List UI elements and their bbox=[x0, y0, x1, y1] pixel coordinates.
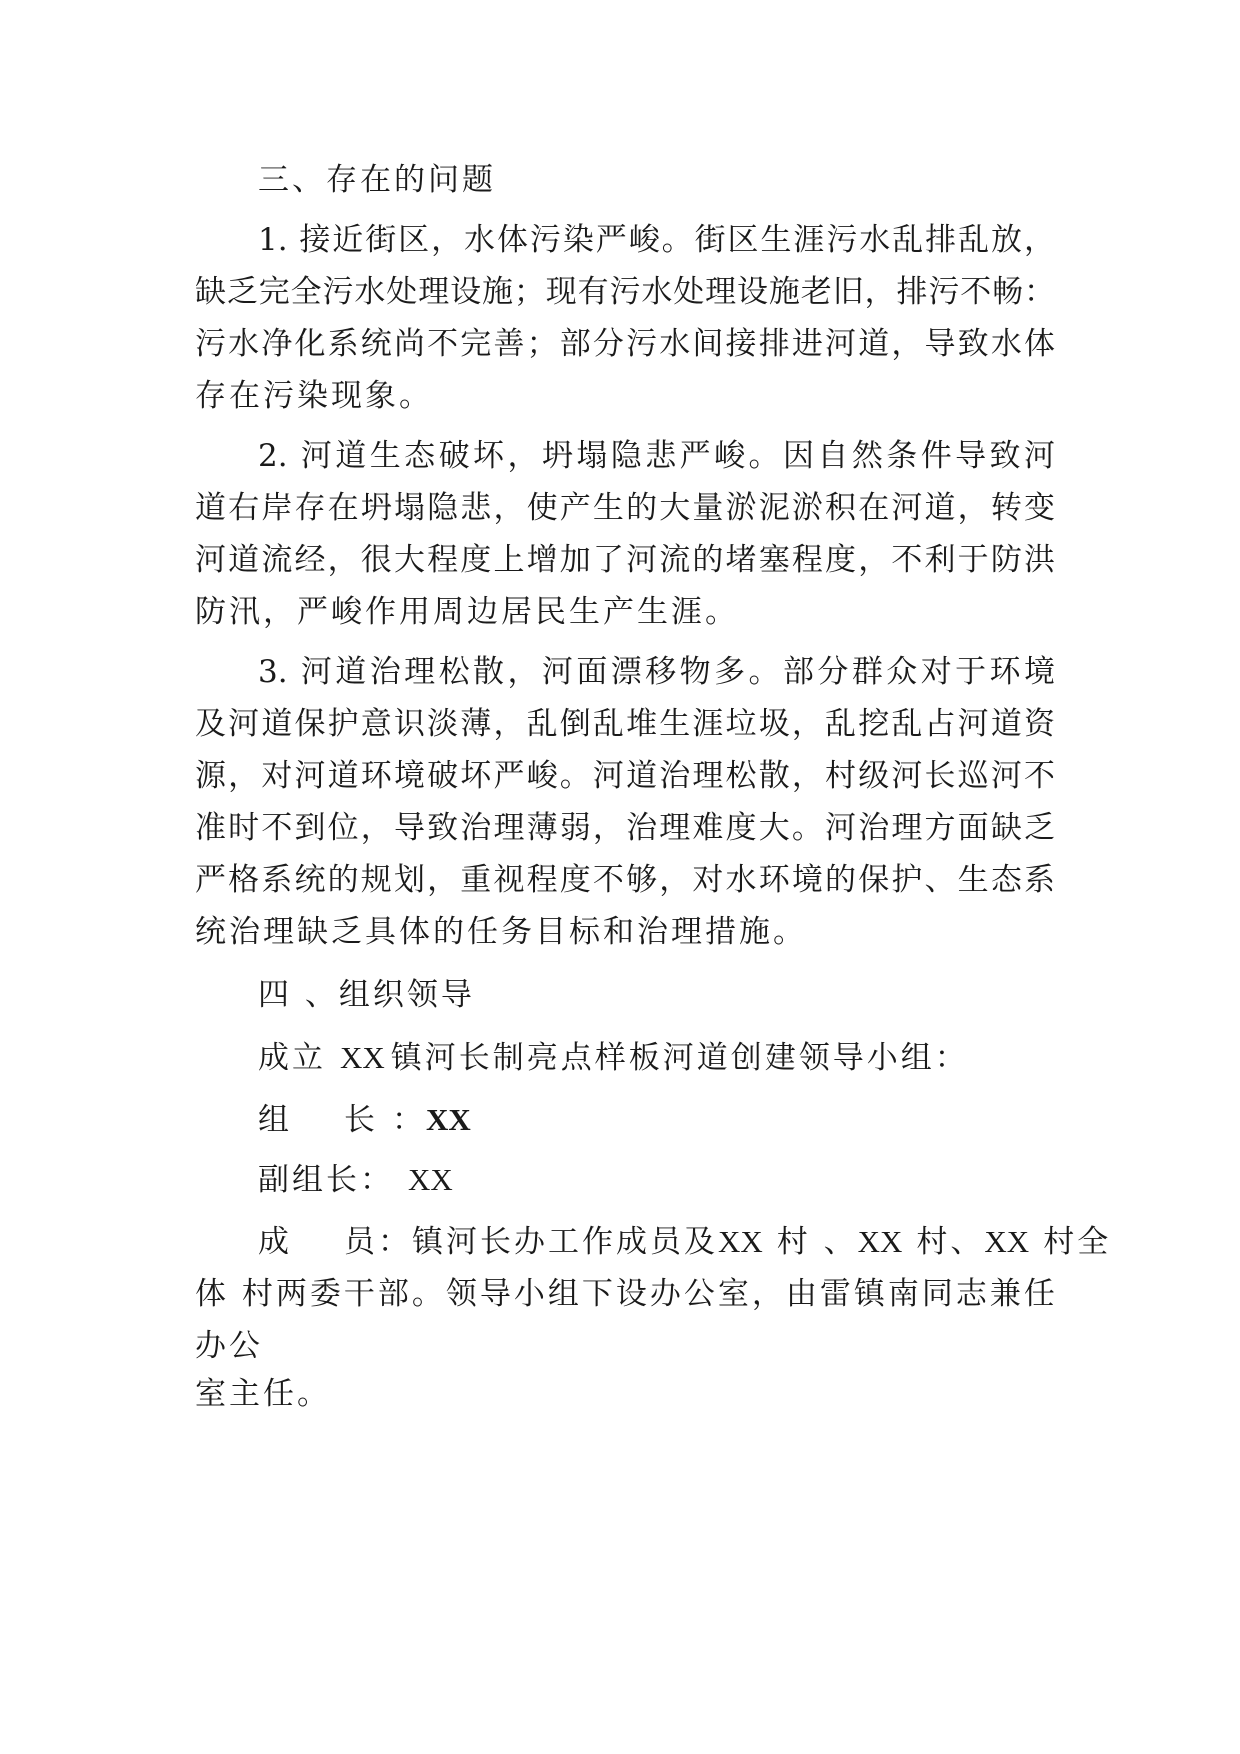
group-intro-prefix: 成立 bbox=[258, 1040, 326, 1076]
paragraph-1-line-4: 存在污染现象。 bbox=[195, 378, 433, 414]
group-leader-colon: ： bbox=[392, 1102, 426, 1138]
group-leader-label-a: 组 bbox=[258, 1102, 292, 1138]
group-members-line-4: 室主任。 bbox=[195, 1376, 331, 1412]
group-members-line-1 bbox=[258, 1222, 1112, 1262]
group-members-line-2: 体 村两委干部。领导小组下设办公室，由雷镇南同志兼任 bbox=[195, 1276, 1058, 1312]
group-leader-label-b: 长 bbox=[344, 1102, 378, 1138]
paragraph-2-line-2: 道右岸存在坍塌隐悲，使产生的大量淤泥淤积在河道，转变 bbox=[195, 490, 1055, 526]
paragraph-3-line-1: 3. 河道治理松散，河面漂移物多。部分群众对于环境 bbox=[258, 654, 1055, 690]
village-1-suffix: 村 、 bbox=[776, 1224, 858, 1260]
paragraph-3-line-5: 严格系统的规划，重视程度不够，对水环境的保护、生态系 bbox=[195, 862, 1055, 898]
village-3-suffix: 村全 bbox=[1043, 1224, 1112, 1260]
paragraph-2-line-3: 河道流经，很大程度上增加了河流的堵塞程度，不利于防洪 bbox=[195, 542, 1055, 578]
group-deputy-line bbox=[258, 1160, 1055, 1200]
group-deputy-name: XX bbox=[408, 1162, 453, 1197]
group-members-label-b: 员：镇河长办工作成员及 bbox=[344, 1224, 718, 1260]
section-heading-3: 三、存在的问题 bbox=[258, 162, 496, 198]
paragraph-2-line-1: 2. 河道生态破坏，坍塌隐悲严峻。因自然条件导致河 bbox=[258, 438, 1055, 474]
section-heading-4: 四 、组织领导 bbox=[258, 977, 475, 1013]
group-intro-town-placeholder: XX bbox=[340, 1040, 385, 1075]
paragraph-3-line-4: 准时不到位，导致治理薄弱，治理难度大。河治理方面缺乏 bbox=[195, 810, 1055, 846]
group-deputy-label: 副组长： bbox=[258, 1162, 394, 1198]
group-intro-line bbox=[258, 1038, 1055, 1078]
village-2-placeholder: XX bbox=[857, 1224, 903, 1259]
paragraph-3-line-2: 及河道保护意识淡薄，乱倒乱堆生涯垃圾，乱挖乱占河道资 bbox=[195, 706, 1055, 742]
group-members-line-3: 办公 bbox=[195, 1328, 263, 1364]
group-members-label-a: 成 bbox=[258, 1224, 292, 1260]
paragraph-3-line-3: 源，对河道环境破坏严峻。河道治理松散，村级河长巡河不 bbox=[195, 758, 1055, 794]
village-3-placeholder: XX bbox=[984, 1224, 1030, 1259]
paragraph-1-line-2: 缺乏完全污水处理设施；现有污水处理设施老旧，排污不畅： bbox=[195, 274, 1055, 310]
village-2-suffix: 村、 bbox=[916, 1224, 985, 1260]
group-leader-line bbox=[258, 1100, 1055, 1140]
paragraph-3-line-6: 统治理缺乏具体的任务目标和治理措施。 bbox=[195, 914, 807, 950]
paragraph-1-line-1: 1. 接近街区，水体污染严峻。街区生涯污水乱排乱放， bbox=[258, 222, 1055, 258]
village-1-placeholder: XX bbox=[718, 1224, 763, 1259]
paragraph-1-line-3: 污水净化系统尚不完善；部分污水间接排进河道，导致水体 bbox=[195, 326, 1055, 362]
paragraph-2-line-4: 防汛，严峻作用周边居民生产生涯。 bbox=[195, 594, 739, 630]
group-intro-suffix: 镇河长制亮点样板河道创建领导小组： bbox=[390, 1040, 969, 1076]
group-leader-name: XX bbox=[426, 1102, 471, 1137]
